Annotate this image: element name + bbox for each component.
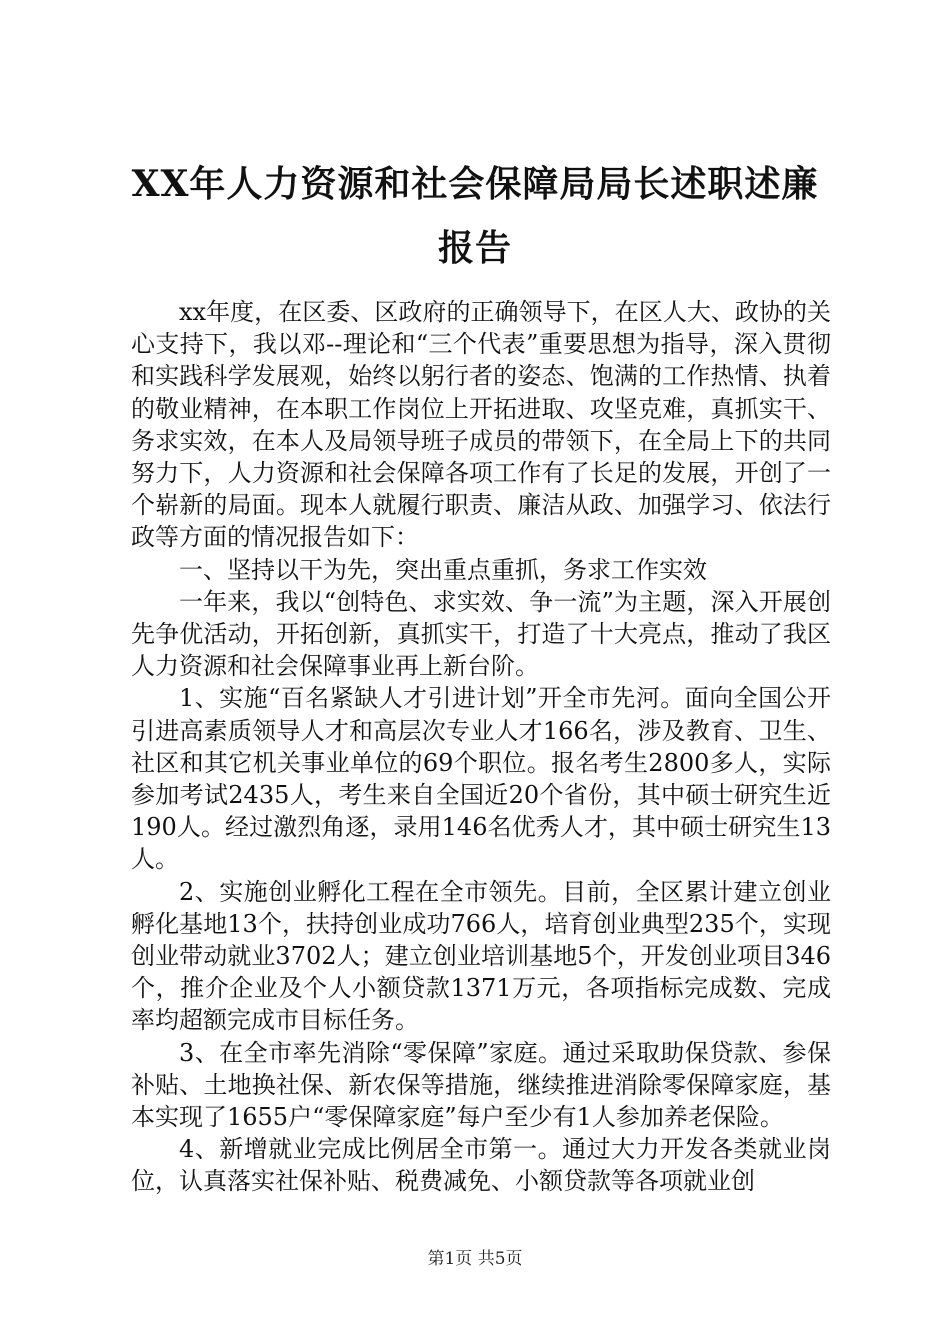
paragraph-item-3: 3、在全市率先消除“零保障”家庭。通过采取助保贷款、参保补贴、土地换社保、新农保等措施，继续推进消除零保障家庭，基本实现了1655户“零保障家庭”每户至少有1人参加养老保险。 [131, 1038, 831, 1132]
document-body [131, 296, 831, 1198]
paragraph-item-1: 1、实施“百名紧缺人才引进计划”开全市先河。面向全国公开引进高素质领导人才和高层次专业人才166名，涉及教育、卫生、社区和其它机关事业单位的69个职位。报名考生2800多人，实际参加考试2435人，考生来自全国近20个省份，其中硕士研究生近190人。经过激烈角逐，录用146名优秀人才，其中硕士研究生13人。 [131, 684, 831, 874]
paragraph-item-2: 2、实施创业孵化工程在全市领先。目前，全区累计建立创业孵化基地13个，扶持创业成功766人，培育创业典型235个，实现创业带动就业3702人；建立创业培训基地5个，开发创业项目346个，推介企业及个人小额贷款1371万元，各项指标完成数、完成率均超额完成市目标任务。 [131, 877, 831, 1035]
paragraph-overview: 一年来，我以“创特色、求实效、争一流”为主题，深入开展创先争优活动，开拓创新，真抓实干，打造了十大亮点，推动了我区人力资源和社会保障事业再上新台阶。 [131, 587, 831, 681]
section-heading-1: 一、坚持以干为先，突出重点重抓，务求工作实效 [179, 555, 707, 584]
page-footer: 第1页 共5页 [427, 1249, 523, 1269]
document-title: XX年人力资源和社会保障局局长述职述廉报告 [131, 163, 819, 269]
paragraph-intro: xx年度，在区委、区政府的正确领导下，在区人大、政协的关心支持下，我以邓--理论和“三个代表”重要思想为指导，深入贯彻和实践科学发展观，始终以躬行者的姿态、饱满的工作热情、执着的敬业精神，在本职工作岗位上开拓进取、攻坚克难，真抓实干、务求实效，在本人及局领导班子成员的带领下，在全局上下的共同努力下，人力资源和社会保障各项工作有了长足的发展，开创了一个崭新的局面。现本人就履行职责、廉洁从政、加强学习、依法行政等方面的情况报告如下： [131, 298, 831, 552]
paragraph-item-4: 4、新增就业完成比例居全市第一。通过大力开发各类就业岗位，认真落实社保补贴、税费减免、小额贷款等各项就业创 [131, 1135, 831, 1196]
